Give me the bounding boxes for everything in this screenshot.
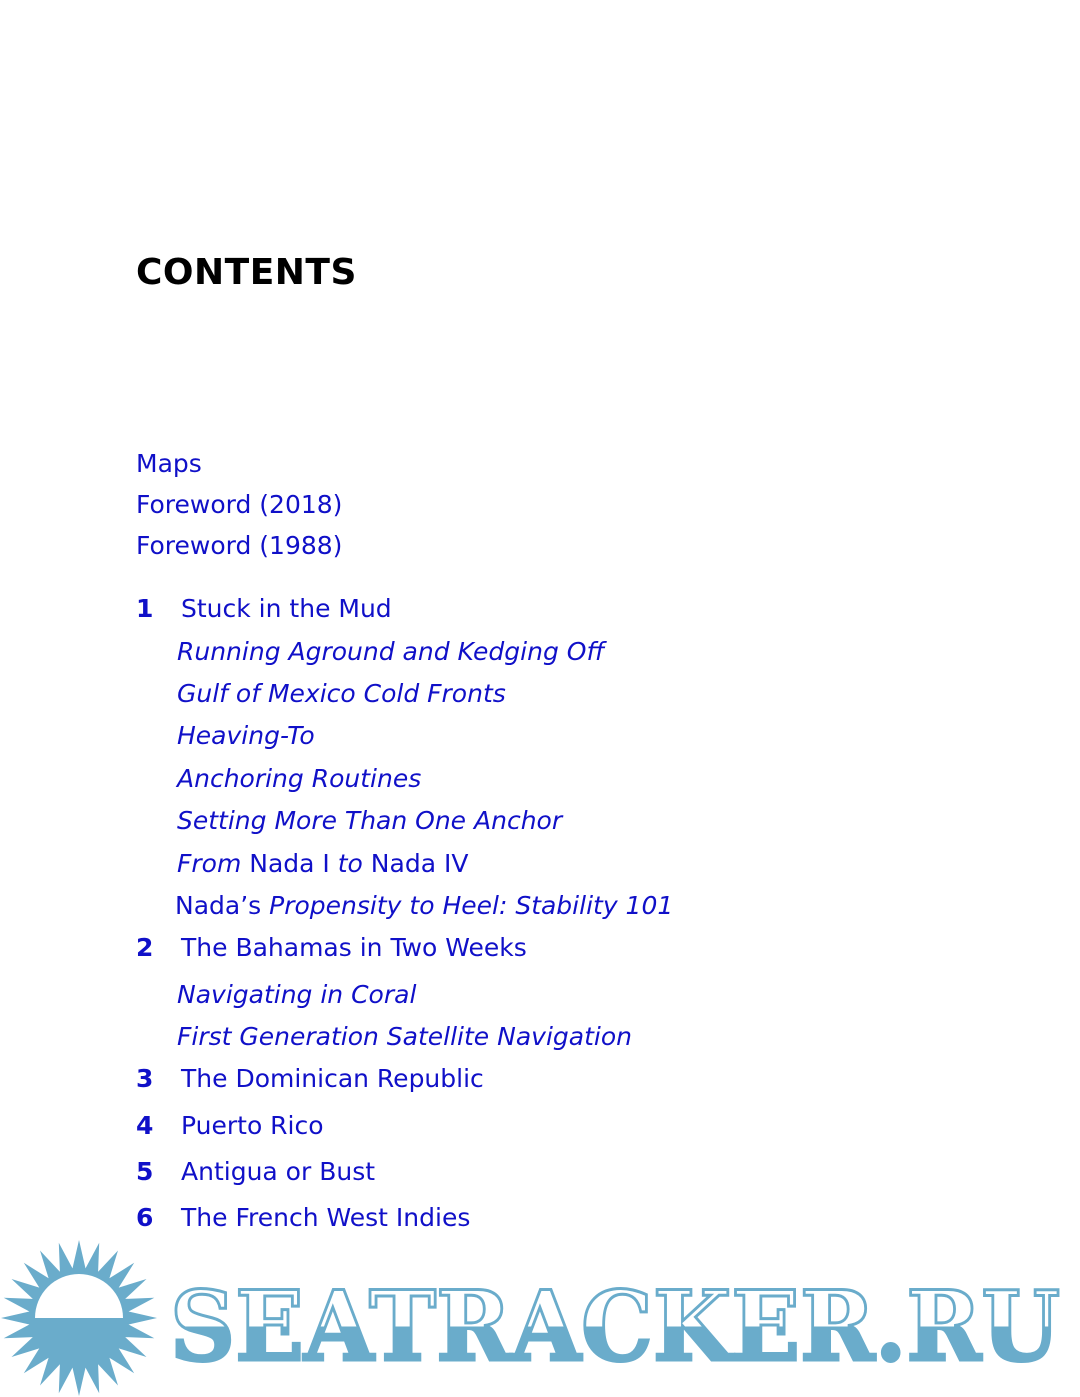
section-title-part: Nada IV	[362, 849, 469, 878]
chapter-title: Stuck in the Mud	[181, 594, 392, 623]
section-title: Gulf of Mexico Cold Fronts	[177, 679, 506, 708]
chapter-title: Antigua or Bust	[181, 1157, 376, 1186]
section-title-part: Propensity to Heel: Stability 101	[269, 891, 674, 920]
section-title: Setting More Than One Anchor	[177, 806, 563, 835]
toc-section[interactable]	[175, 891, 673, 920]
section-title: Heaving-To	[177, 721, 315, 750]
toc-link-foreword-1988[interactable]: Foreword (1988)	[136, 531, 343, 560]
toc-section[interactable]	[177, 806, 562, 835]
toc-section[interactable]	[177, 764, 421, 793]
toc-section[interactable]	[177, 849, 468, 878]
chapter-number: 1	[136, 594, 154, 623]
toc-chapter-4[interactable]	[136, 1111, 324, 1140]
section-title: First Generation Satellite Navigation	[177, 1022, 632, 1051]
section-title: Anchoring Routines	[177, 764, 422, 793]
section-title-part: Nada I	[241, 849, 338, 878]
chapter-title: The French West Indies	[181, 1203, 471, 1232]
toc-link-foreword-2018[interactable]: Foreword (2018)	[136, 490, 343, 519]
chapter-title: The Bahamas in Two Weeks	[181, 933, 527, 962]
chapter-number: 4	[136, 1111, 154, 1140]
sun-icon	[1, 1240, 157, 1396]
section-title: Navigating in Coral	[177, 980, 417, 1009]
section-title-part: to	[337, 849, 363, 878]
chapter-title: The Dominican Republic	[181, 1064, 484, 1093]
section-title-part: Nada’s	[175, 891, 270, 920]
toc-section[interactable]	[177, 679, 506, 708]
toc-chapter-2[interactable]	[136, 933, 527, 962]
toc-chapter-6[interactable]	[136, 1203, 470, 1232]
watermark-logo	[0, 1236, 1080, 1397]
toc-chapter-1[interactable]	[136, 594, 392, 623]
toc-link-maps[interactable]: Maps	[136, 449, 202, 478]
toc-section[interactable]	[177, 1022, 632, 1051]
chapter-number: 2	[136, 933, 154, 962]
toc-section[interactable]	[177, 721, 315, 750]
chapter-number: 3	[136, 1064, 154, 1093]
chapter-number: 5	[136, 1157, 154, 1186]
toc-section[interactable]	[177, 637, 605, 666]
section-title-part: From	[177, 849, 242, 878]
toc-chapter-3[interactable]	[136, 1064, 484, 1093]
section-title: Running Aground and Kedging Off	[177, 637, 605, 666]
chapter-number: 6	[136, 1203, 154, 1232]
toc-chapter-5[interactable]	[136, 1157, 375, 1186]
toc-section[interactable]	[177, 980, 416, 1009]
contents-heading: CONTENTS	[136, 252, 357, 293]
chapter-title: Puerto Rico	[181, 1111, 324, 1140]
watermark-text: SEATRACKER.RU	[170, 1270, 1060, 1383]
